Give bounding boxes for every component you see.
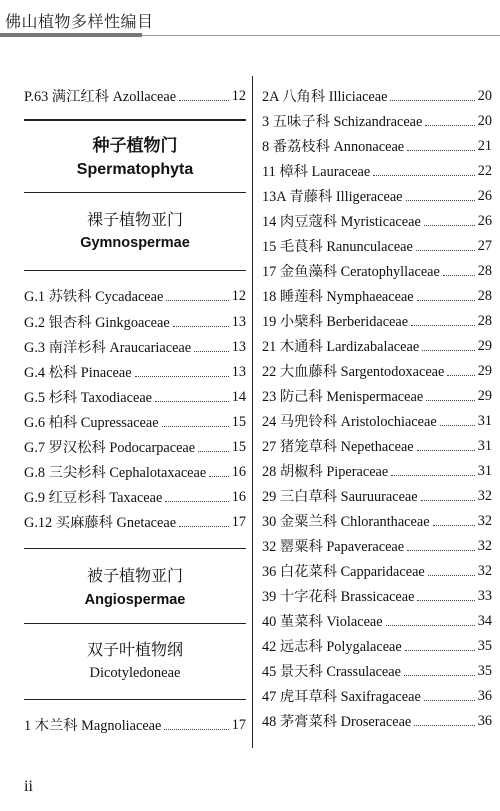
entry-page: 29	[477, 387, 492, 404]
subdivision-title-latin: Angiospermae	[84, 592, 186, 608]
toc-entry	[262, 659, 492, 683]
toc-entry	[24, 485, 246, 509]
entry-page: 28	[477, 312, 492, 329]
dot-leader	[447, 375, 474, 376]
entry-text: 2A 八角科 Illiciaceae	[262, 89, 388, 105]
dot-leader	[173, 326, 229, 327]
toc-entry	[262, 209, 492, 233]
entry-page: 22	[477, 162, 492, 179]
dot-leader	[391, 475, 474, 476]
section-rule	[24, 548, 246, 549]
toc-entry	[262, 109, 492, 133]
entry-page: 32	[477, 487, 492, 504]
toc-entry	[262, 134, 492, 158]
entry-page: 35	[477, 637, 492, 654]
toc-entry	[262, 634, 492, 658]
toc-entry	[262, 184, 492, 208]
dot-leader	[165, 501, 228, 502]
dot-leader	[194, 351, 229, 352]
toc-entry	[262, 484, 492, 508]
entry-text: 36 白花菜科 Capparidaceae	[262, 564, 425, 580]
entry-page: 29	[477, 337, 492, 354]
entry-page: 32	[477, 562, 492, 579]
entry-text: 27 猪笼草科 Nepethaceae	[262, 439, 414, 455]
toc-entry	[262, 409, 492, 433]
entry-page: 36	[477, 712, 492, 729]
entry-text: 11 樟科 Lauraceae	[262, 164, 371, 180]
dot-leader	[407, 150, 475, 151]
dot-leader	[416, 250, 475, 251]
entry-text: 1 木兰科 Magnoliaceae	[24, 718, 162, 734]
entry-page: 17	[231, 513, 246, 530]
dot-leader	[411, 325, 475, 326]
toc-entry	[262, 84, 492, 108]
toc-entry	[262, 434, 492, 458]
dot-leader	[198, 451, 229, 452]
dot-leader	[155, 401, 229, 402]
entry-text: 32 罂粟科 Papaveraceae	[262, 539, 405, 555]
toc-entry	[262, 459, 492, 483]
page-header	[0, 0, 500, 37]
toc-entry	[24, 335, 246, 359]
subdivision-title-zh: 裸子植物亚门	[86, 212, 183, 229]
entry-text: 3 五味子科 Schizandraceae	[262, 114, 423, 130]
dot-leader	[135, 376, 229, 377]
toc-entry	[262, 384, 492, 408]
entry-page: 32	[477, 512, 492, 529]
entry-text: G.5 杉科 Taxodiaceae	[24, 390, 153, 406]
dot-leader	[417, 300, 475, 301]
header-rule-thick	[0, 33, 142, 37]
toc-entry	[262, 159, 492, 183]
entry-text: G.12 买麻藤科 Gnetaceae	[24, 515, 177, 531]
entry-text: 13A 青藤科 Illigeraceae	[262, 189, 403, 205]
entry-page: 16	[231, 463, 246, 480]
class-title-latin: Dicotyledoneae	[89, 665, 181, 681]
entry-text: 28 胡椒科 Piperaceae	[262, 464, 389, 480]
toc-entry	[24, 84, 246, 108]
entry-page: 32	[477, 537, 492, 554]
toc-entry	[262, 309, 492, 333]
dot-leader	[422, 350, 475, 351]
toc-entry	[262, 559, 492, 583]
entry-page: 15	[231, 413, 246, 430]
section-rule	[24, 192, 246, 193]
toc-entry	[262, 534, 492, 558]
toc-entry	[24, 284, 246, 308]
subdivision-title-latin: Gymnospermae	[80, 235, 190, 251]
entry-text: 29 三白草科 Sauruuraceae	[262, 489, 418, 505]
dot-leader	[209, 476, 228, 477]
dot-leader	[162, 426, 229, 427]
toc-entry	[262, 284, 492, 308]
entry-text: 30 金粟兰科 Chloranthaceae	[262, 514, 430, 530]
dot-leader	[433, 525, 475, 526]
entry-text: G.4 松科 Pinaceae	[24, 365, 132, 381]
dot-leader	[373, 175, 474, 176]
entry-page: 29	[477, 362, 492, 379]
dot-leader	[443, 275, 475, 276]
entry-text: G.6 柏科 Cupressaceae	[24, 415, 159, 431]
dot-leader	[426, 400, 475, 401]
toc-entry	[262, 609, 492, 633]
toc-entry	[24, 385, 246, 409]
division-title-zh: 种子植物门	[92, 136, 178, 155]
entry-page: 27	[477, 237, 492, 254]
entry-page: 13	[231, 338, 246, 355]
entry-text: G.8 三尖杉科 Cephalotaxaceae	[24, 465, 207, 481]
entry-text: G.3 南洋杉科 Araucariaceae	[24, 340, 192, 356]
dot-leader	[424, 225, 475, 226]
subdivision-title-zh: 被子植物亚门	[86, 568, 183, 585]
entry-text: 8 番荔枝科 Annonaceae	[262, 139, 405, 155]
entry-page: 28	[477, 262, 492, 279]
entry-page: 26	[477, 212, 492, 229]
entry-page: 16	[231, 488, 246, 505]
dot-leader	[386, 625, 475, 626]
entry-text: 48 茅膏菜科 Droseraceae	[262, 714, 412, 730]
entry-text: G.7 罗汉松科 Podocarpaceae	[24, 440, 196, 456]
entry-page: 26	[477, 187, 492, 204]
toc-entry	[262, 259, 492, 283]
toc-entry	[262, 334, 492, 358]
entry-text: 23 防己科 Menispermaceae	[262, 389, 424, 405]
toc-entry	[24, 360, 246, 384]
entry-text: 47 虎耳草科 Saxifragaceae	[262, 689, 421, 705]
entry-text: 42 远志科 Polygalaceae	[262, 639, 402, 655]
toc-entry	[24, 510, 246, 534]
dot-leader	[407, 550, 475, 551]
entry-text: 19 小檗科 Berberidaceae	[262, 314, 409, 330]
dot-leader	[440, 425, 475, 426]
entry-page: 13	[231, 363, 246, 380]
entry-page: 31	[477, 412, 492, 429]
class-title-zh: 双子叶植物纲	[86, 642, 183, 659]
entry-text: G.1 苏铁科 Cycadaceae	[24, 289, 164, 305]
toc-entry	[24, 435, 246, 459]
entry-page: 31	[477, 462, 492, 479]
entry-text: 39 十字花科 Brassicaceae	[262, 589, 415, 605]
entry-page: 20	[477, 112, 492, 129]
dot-leader	[179, 526, 229, 527]
toc-entry	[262, 584, 492, 608]
division-title-latin: Spermatophyta	[76, 161, 194, 178]
entry-text: 24 马兜铃科 Aristolochiaceae	[262, 414, 437, 430]
dot-leader	[414, 725, 474, 726]
dot-leader	[417, 600, 474, 601]
toc-entry	[262, 709, 492, 733]
entry-text: G.2 银杏科 Ginkgoaceae	[24, 315, 170, 331]
section-rule	[24, 270, 246, 271]
entry-page: 13	[231, 313, 246, 330]
dot-leader	[404, 675, 475, 676]
toc-entry	[24, 310, 246, 334]
entry-text: 14 肉豆蔻科 Myristicaceae	[262, 214, 421, 230]
entry-page: 28	[477, 287, 492, 304]
dot-leader	[406, 200, 475, 201]
toc-entry	[262, 684, 492, 708]
dot-leader	[390, 100, 474, 101]
entry-page: 12	[231, 87, 246, 104]
dot-leader	[179, 100, 229, 101]
entry-page: 20	[477, 87, 492, 104]
dot-leader	[164, 729, 228, 730]
dot-leader	[424, 700, 475, 701]
toc-entry	[24, 410, 246, 434]
dot-leader	[417, 450, 475, 451]
toc-entry	[262, 359, 492, 383]
entry-page: 35	[477, 662, 492, 679]
page-number: ii	[24, 778, 33, 795]
entry-page: 21	[477, 137, 492, 154]
section-rule	[24, 623, 246, 624]
entry-page: 14	[231, 388, 246, 405]
entry-text: 45 景天科 Crassulaceae	[262, 664, 401, 680]
column-divider	[252, 76, 253, 748]
toc-entry	[24, 460, 246, 484]
entry-page: 34	[477, 612, 492, 629]
toc-entry	[262, 509, 492, 533]
entry-text: 18 睡莲科 Nymphaeaceae	[262, 289, 414, 305]
entry-text: 17 金鱼藻科 Ceratophyllaceae	[262, 264, 440, 280]
section-rule	[24, 119, 246, 121]
entry-page: 15	[231, 438, 246, 455]
dot-leader	[405, 650, 475, 651]
entry-page: 17	[231, 716, 246, 733]
dot-leader	[166, 300, 228, 301]
entry-text: G.9 红豆杉科 Taxaceae	[24, 490, 163, 506]
entry-page: 12	[231, 287, 246, 304]
entry-page: 31	[477, 437, 492, 454]
entry-page: 36	[477, 687, 492, 704]
toc-entry	[262, 234, 492, 258]
dot-leader	[425, 125, 474, 126]
entry-text: P.63 满江红科 Azollaceae	[24, 89, 177, 105]
dot-leader	[428, 575, 475, 576]
toc-entry	[24, 713, 246, 737]
header-rule-thin	[142, 35, 500, 36]
dot-leader	[421, 500, 475, 501]
entry-text: 21 木通科 Lardizabalaceae	[262, 339, 420, 355]
section-rule	[24, 699, 246, 700]
entry-text: 22 大血藤科 Sargentodoxaceae	[262, 364, 445, 380]
entry-text: 40 堇菜科 Violaceae	[262, 614, 383, 630]
running-title: 佛山植物多样性编目	[5, 14, 154, 31]
entry-page: 33	[477, 587, 492, 604]
entry-text: 15 毛茛科 Ranunculaceae	[262, 239, 413, 255]
